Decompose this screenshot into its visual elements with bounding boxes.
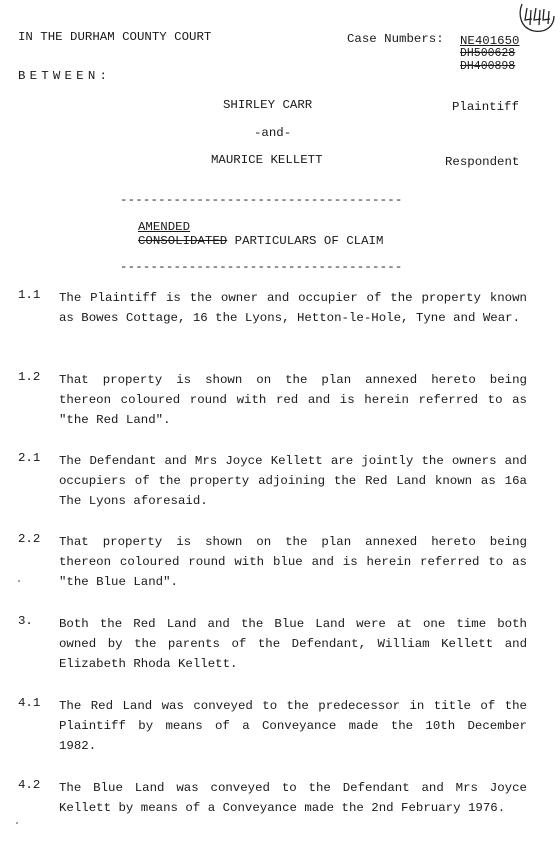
paragraph-number: 3. (18, 614, 33, 628)
stamp-text: 144 (516, 0, 518, 1)
paragraph-number: 2.2 (18, 532, 41, 546)
paragraph-number: 4.1 (18, 696, 41, 710)
case-number-struck-2: DH400898 (460, 60, 516, 73)
paragraph-number: 2.1 (18, 451, 41, 465)
scan-speck (16, 822, 18, 824)
paragraph-number: 1.1 (18, 288, 41, 302)
paragraph-text: The Blue Land was conveyed to the Defendant and Mrs Joyce Kellett by means of a Conveyance made the 2nd February 1976. (59, 781, 527, 816)
title-rule-bottom: ------------------------------------- (120, 260, 403, 274)
plaintiff-name: SHIRLEY CARR (223, 98, 313, 112)
title-rule-top: ------------------------------------- (120, 193, 403, 207)
title-rest: PARTICULARS OF CLAIM (227, 234, 384, 248)
case-number-current: NE401650 (460, 34, 520, 48)
paragraph-number: 4.2 (18, 778, 41, 792)
document-title (138, 234, 383, 248)
title-amended: AMENDED (138, 220, 191, 234)
paragraph-text: The Red Land was conveyed to the predecessor in title of the Plaintiff by means of a Conveyance made the 10th December 1982. (59, 699, 527, 754)
paragraph-text: The Plaintiff is the owner and occupier of the property known as Bowes Cottage, 16 the Lyons, Hetton-le-Hole, Tyne and Wear. (59, 291, 527, 326)
paragraph-text: That property is shown on the plan annexed hereto being thereon coloured round with blue and is herein referred to as "the Blue Land". (59, 535, 527, 590)
scan-speck (18, 580, 20, 582)
title-struck-word: CONSOLIDATED (138, 234, 228, 248)
paragraph-number: 1.2 (18, 370, 41, 384)
case-number-struck-1: DH500628 (460, 47, 516, 60)
court-name: IN THE DURHAM COUNTY COURT (18, 30, 212, 44)
plaintiff-role: Plaintiff (452, 100, 519, 114)
case-numbers-label: Case Numbers: (347, 32, 444, 46)
and-separator: -and- (254, 126, 292, 140)
paragraph-text: Both the Red Land and the Blue Land were at one time both owned by the parents of the Defendant, William Kellett and Elizabeth Rhoda Kellett. (59, 617, 527, 672)
respondent-name: MAURICE KELLETT (211, 153, 323, 167)
between-heading: BETWEEN: (18, 69, 112, 83)
handwritten-stamp-mark (516, 0, 556, 34)
respondent-role: Respondent (445, 155, 520, 169)
paragraph-text: The Defendant and Mrs Joyce Kellett are jointly the owners and occupiers of the property adjoining the Red Land known as 16a The Lyons aforesaid. (59, 454, 527, 509)
paragraph-text: That property is shown on the plan annexed hereto being thereon coloured round with red and is herein referred to as "the Red Land". (59, 373, 527, 428)
